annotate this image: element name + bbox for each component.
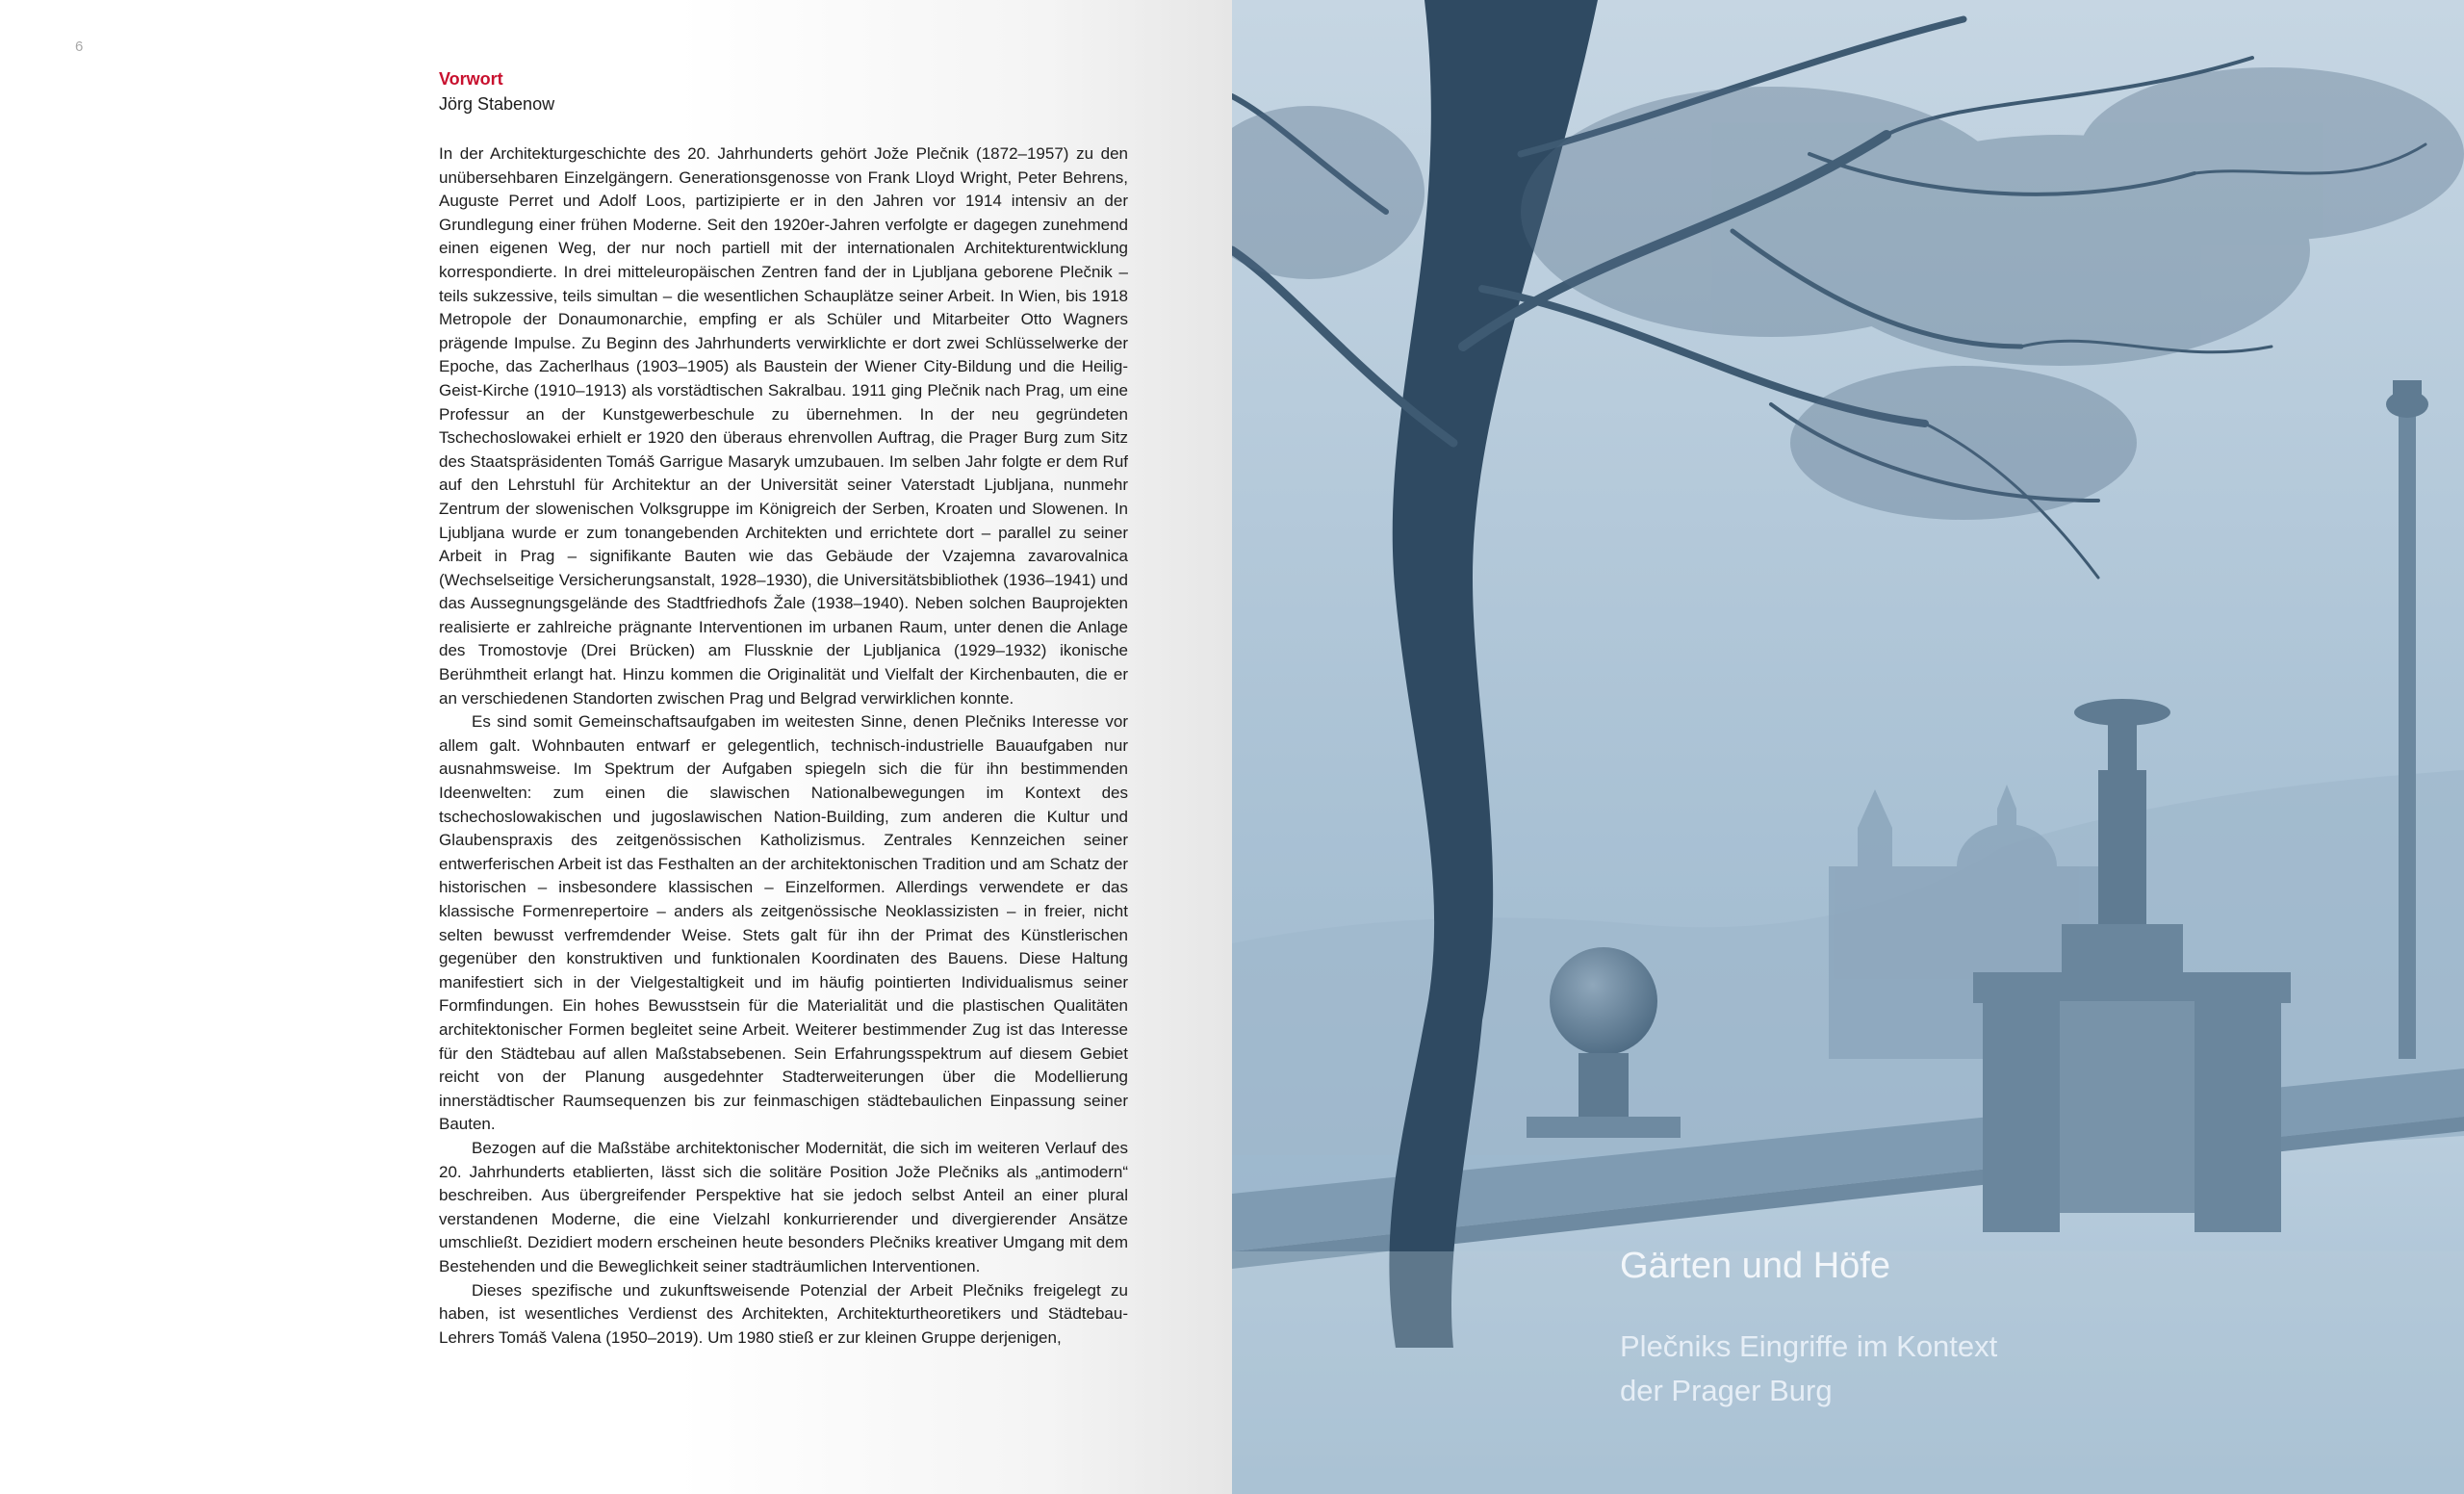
- author-name: Jörg Stabenow: [439, 94, 555, 114]
- cover-subtitle-line: der Prager Burg: [1620, 1374, 1833, 1407]
- cover-title: Gärten und Höfe: [1620, 1246, 1890, 1286]
- cover-subtitle: [1620, 1325, 2063, 1413]
- paragraph: Bezogen auf die Maßstäbe architektonischer Modernität, die sich im weiteren Verlauf des 20. Jahrhunderts etablierten, lässt sich die solitäre Position Jože Plečniks als „antimodern“ beschreiben. Aus übergreifender Perspektive hat sie jedoch selbst Anteil an einer plural verstandenen Moderne, die eine Vielzahl konkurrierender und divergierender Ansätze umschließt. Dezidiert modern erscheinen heute besonders Plečniks kreativer Umgang mit dem Bestehenden und die Beweglichkeit seiner stadträumlichen Interventionen.: [439, 1138, 1128, 1275]
- cover-subtitle-line: Plečniks Eingriffe im Kontext: [1620, 1329, 1998, 1363]
- tall-column: [2399, 404, 2416, 1059]
- paragraph: Dieses spezifische und zukunftsweisende Potenzial der Arbeit Plečniks freigelegt zu haben, ist wesentliches Verdienst des Architekten, Architekturtheoretikers und Städtebau-Lehrers Tomáš Valena (1950–2019). Um 1980 stieß er zur kleinen Gruppe derjenigen,: [439, 1280, 1128, 1347]
- section-heading: Vorwort: [439, 69, 503, 89]
- body-text: [439, 142, 1128, 1350]
- paragraph: Es sind somit Gemeinschaftsaufgaben im weitesten Sinne, denen Plečniks Interesse vor allem galt. Wohnbauten entwarf er gelegentlich, technisch-industrielle Bauaufgaben nur ausnahmsweise. Im Spektrum der Aufgaben spiegeln sich die für ihn bestimmenden Ideenwelten: zum einen die slawischen Nationalbewegungen im Kontext des tschechoslowakischen und jugoslawischen Nation-Building, zum anderen die Kultur und Glaubenspraxis des zeitgenössischen Katholizismus. Zentrales Kennzeichen seiner entwerferischen Arbeit ist das Festhalten an der architektonischen Tradition und am Schatz der historischen – insbesondere klassischen – Einzelformen. Allerdings verwendete er das klassische Formenrepertoire – anders als zeitgenössische Neoklassizisten – in freier, nicht selten bewusst verfremdender Weise. Stets galt für ihn der Primat des Künstlerischen gegenüber den konstruktiven und funktionalen Koordinaten des Bauens. Diese Haltung manifestiert sich in der Vielgestaltigkeit und im häufig pointierten Individualismus seiner Formfindungen. Ein hohes Bewusstsein für die Materialität und die plastischen Qualitäten architektonischer Formen begleitet seine Arbeit. Weiterer bestimmender Zug ist das Interesse für den Städtebau auf allen Maßstabsebenen. Sein Erfahrungsspektrum auf diesem Gebiet reicht von der Planung ausgedehnter Stadterweiterungen über die Modellierung innerstädtischer Raumsequenzen bis zur feinmaschigen städtebaulichen Einpassung seiner Bauten.: [439, 712, 1128, 1134]
- right-page: [1232, 0, 2464, 1494]
- stone-ball: [1550, 947, 1657, 1055]
- page-number: 6: [75, 39, 84, 55]
- paragraph: In der Architekturgeschichte des 20. Jahrhunderts gehört Jože Plečnik (1872–1957) zu den unübersehbaren Einzelgängern. Generationsgenosse von Frank Lloyd Wright, Peter Behrens, Auguste Perret und Adolf Loos, partizipierte er in den Jahren vor 1914 intensiv an der Grundlegung einer frühen Moderne. Seit den 1920er-Jahren verfolgte er dagegen zunehmend einen eigenen Weg, der nur noch partiell mit der internationalen Architekturentwicklung korrespondierte. In drei mitteleuropäischen Zentren fand der in Ljubljana geborene Plečnik – teils sukzessive, teils simultan – die wesentlichen Schauplätze seiner Arbeit. In Wien, bis 1918 Metropole der Donaumonarchie, empfing er als Schüler und Mitarbeiter Otto Wagners prägende Impulse. Zu Beginn des Jahrhunderts verwirklichte er dort zwei Schlüsselwerke der Epoche, das Zacherlhaus (1903–1905) als Baustein der Wiener City-Bildung und die Heilig-Geist-Kirche (1910–1913) als vorstädtischen Sakralbau. 1911 ging Plečnik nach Prag, um eine Professur an der Kunstgewerbeschule zu übernehmen. In der neu gegründeten Tschechoslowakei erhielt er 1920 den überaus ehrenvollen Auftrag, die Prager Burg zum Sitz des Staatspräsidenten Tomáš Garrigue Masaryk umzubauen. Im selben Jahr folgte er dem Ruf auf den Lehrstuhl für Architektur an der Universität seiner Vaterstadt Ljubljana, nunmehr Zentrum der slowenischen Volksgruppe im Königreich der Serben, Kroaten und Slowenen. In Ljubljana wurde er zum tonangebenden Architekten und errichtete dort – parallel zu seiner Arbeit in Prag – signifikante Bauten wie das Gebäude der Vzajemna zavarovalnica (Wechselseitige Versicherungsanstalt, 1928–1930), die Universitätsbibliothek (1936–1941) und das Aussegnungsgelände des Stadtfriedhofs Žale (1938–1940). Neben solchen Bauprojekten realisierte er zahlreiche prägnante Interventionen im urbanen Raum, unter denen die Anlage des Tromostovje (Drei Brücken) am Flussknie der Ljubljanica (1929–1932) ikonische Berühmtheit erlangt hat. Hinzu kommen die Originalität und Vielfalt der Kirchenbauten, die er an verschiedenen Standorten zwischen Prag und Belgrad verwirklichen konnte.: [439, 144, 1128, 708]
